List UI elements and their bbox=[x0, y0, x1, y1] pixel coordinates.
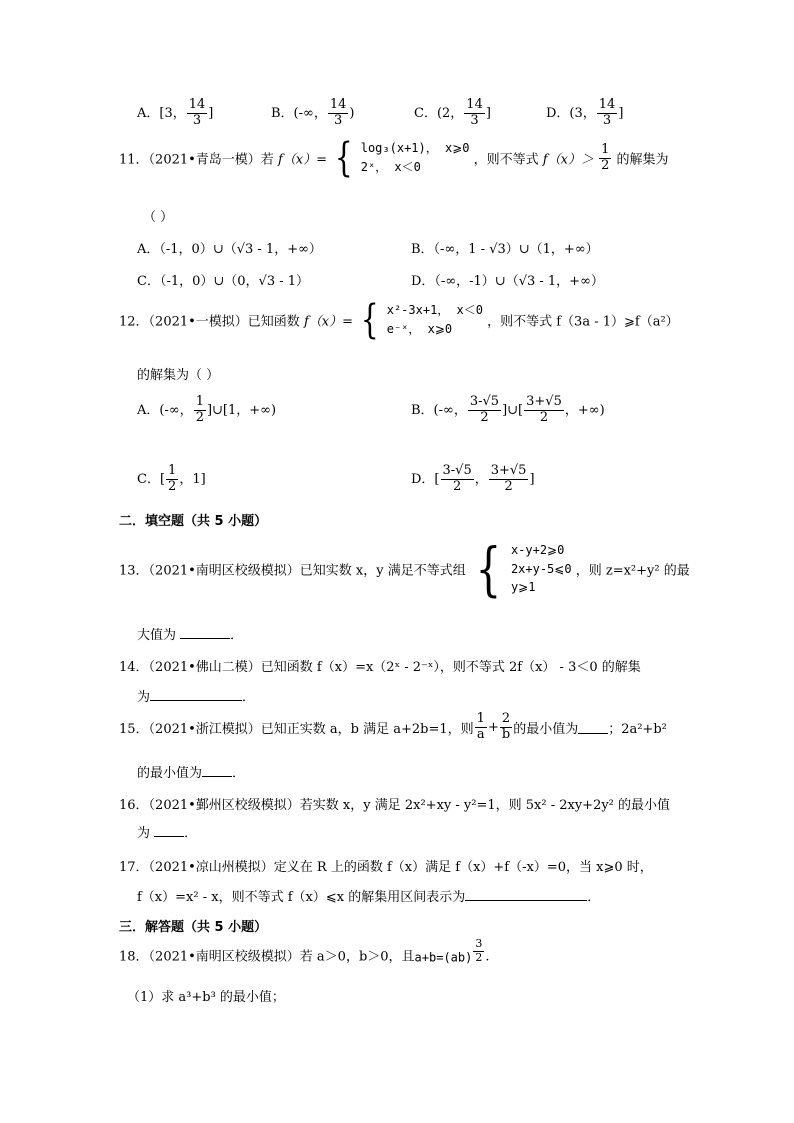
question-17-line2: f（x）=x² - x，则不等式 f（x）⩽x 的解集用区间表示为 ． bbox=[137, 890, 601, 905]
question-18-sub1: （1）求 a³+b³ 的最小值； bbox=[127, 990, 285, 1005]
question-16-line1: 16．（2021•鄞州区校级模拟）若实数 x，y 满足 2x²+xy - y²=1，则 5x² - 2xy+2y² 的最小值 bbox=[119, 798, 671, 813]
answer-blank[interactable] bbox=[180, 626, 230, 639]
q12-option-a: A．(-∞， $\frac{1}{2}$ ]∪[1，+∞) bbox=[137, 394, 277, 425]
q12-option-b: B．(-∞， $\frac{3-√5}{2}$ ]∪[ $\frac{3+√5}{2}$ ，+∞) bbox=[411, 394, 605, 425]
section-heading-solutions: 三．解答题（共 5 小题） bbox=[119, 920, 268, 935]
question-14-line2: 为 ． bbox=[137, 690, 256, 705]
q11-option-a: A．（-1，0）∪（√3 - 1，+∞） bbox=[137, 242, 322, 257]
question-11-paren: （ ） bbox=[143, 210, 174, 225]
q10-option-d: D．(3， $\frac{14}{3}$ ] bbox=[546, 97, 624, 128]
q10-option-b: B．(-∞， $\frac{14}{3}$ ) bbox=[271, 97, 355, 128]
q12-option-d: D．[ $\frac{3-√5}{2}$ ， $\frac{3+√5}{2}$ ] bbox=[411, 463, 535, 494]
question-16-line2: 为 ． bbox=[137, 826, 198, 841]
answer-blank[interactable] bbox=[202, 764, 232, 777]
question-11-stem: 11．（2021•青岛一模）若 f（x）= { log₃(x+1)， x⩾0 2ˣ， x＜0 ，则不等式 f（x）＞ $\frac{1}{2}$ 的解集为 bbox=[119, 135, 669, 181]
q11-option-d: D．（-∞，-1）∪（√3 - 1，+∞） bbox=[411, 274, 604, 289]
q10-option-a: A．[3， $\frac{14}{3}$ ] bbox=[137, 97, 214, 128]
question-17-line1: 17．（2021•凉山州模拟）定义在 R 上的函数 f（x）满足 f（x）+f（-x）=0，当 x⩾0 时， bbox=[119, 860, 653, 875]
q10-option-c: C．(2， $\frac{14}{3}$ ] bbox=[414, 97, 491, 128]
question-13-stem: 13．（2021•南明区校级模拟）已知实数 x，y 满足不等式组 { x-y+2⩾0 2x+y-5⩽0 y⩾1 ，则 z=x²+y² 的最 bbox=[119, 535, 690, 603]
section-heading-fill-in: 二．填空题（共 5 小题） bbox=[119, 514, 268, 529]
q11-option-c: C．（-1，0）∪（0，√3 - 1） bbox=[137, 274, 310, 289]
question-13-line2: 大值为 ． bbox=[137, 628, 244, 643]
question-18-stem: 18．（2021•南明区校级模拟）若 a＞0，b＞0，且a+b=(ab) $\frac{3}{2}$ . bbox=[119, 937, 490, 965]
answer-blank[interactable] bbox=[150, 688, 242, 701]
question-12-stem: 12．（2021•一模拟）已知函数 f（x）= { x²-3x+1， x＜0 e⁻ˣ， x⩾0 ，则不等式 f（3a - 1）⩾f（a²） bbox=[119, 297, 679, 343]
question-15-line1: 15．（2021•浙江模拟）已知正实数 a，b 满足 a+2b=1，则 $\frac{1}{a}$ + $\frac{2}{b}$ 的最小值为 ；2a²+b² bbox=[119, 711, 667, 742]
question-12-line2: 的解集为（ ） bbox=[137, 368, 220, 383]
question-15-line2: 的最小值为 ． bbox=[137, 766, 246, 781]
q11-option-b: B．（-∞，1 - √3）∪（1，+∞） bbox=[411, 242, 599, 257]
q12-option-c: C．[ $\frac{1}{2}$ ，1] bbox=[137, 463, 206, 494]
answer-blank[interactable] bbox=[465, 888, 587, 901]
answer-blank[interactable] bbox=[578, 721, 608, 734]
answer-blank[interactable] bbox=[154, 824, 184, 837]
question-14-line1: 14．（2021•佛山二模）已知函数 f（x）=x（2ˣ - 2⁻ˣ），则不等式 2f（x） - 3＜0 的解集 bbox=[119, 660, 641, 675]
